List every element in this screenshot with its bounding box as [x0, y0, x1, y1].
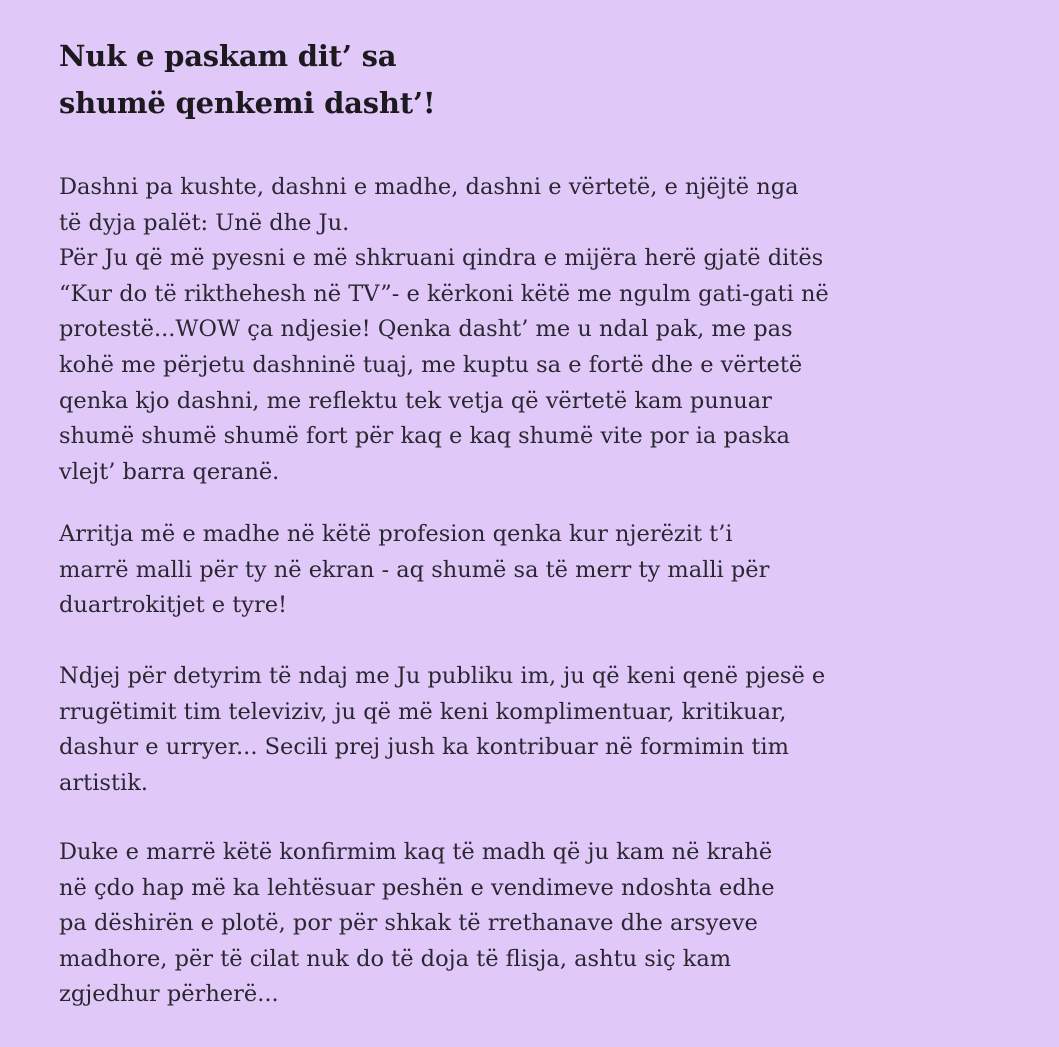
text-line: dashur e urryer... Secili prej jush ka kontribuar në formimin tim	[59, 734, 789, 761]
title-line: Nuk e paskam dit’ sa	[59, 39, 397, 73]
text-line: protestë...WOW ça ndjesie! Qenka dasht’ me u ndal pak, me pas	[59, 316, 793, 343]
paragraph-public	[59, 659, 825, 801]
paragraph-decision	[59, 835, 775, 1013]
text-line: madhore, për të cilat nuk do të doja të flisja, ashtu siç kam	[59, 945, 732, 972]
text-line: në çdo hap më ka lehtësuar peshën e vendimeve ndoshta edhe	[59, 874, 775, 901]
text-line: shumë shumë shumë fort për kaq e kaq shumë vite por ia paska	[59, 423, 790, 450]
paragraph-love-message	[59, 170, 829, 490]
text-line: Arritja më e madhe në këtë profesion qenka kur njerëzit t’i	[59, 521, 733, 547]
text-line: duartrokitjet e tyre!	[59, 592, 288, 619]
text-line: “Kur do të rikthehesh në TV”- e kërkoni këtë me ngulm gati-gati në	[59, 280, 829, 307]
text-line: Duke e marrë këtë konfirmim kaq të madh që ju kam në krahë	[59, 839, 773, 865]
paragraph-achievement	[59, 517, 769, 624]
text-line: Ndjej për detyrim të ndaj me Ju publiku im, ju që keni qenë pjesë e	[59, 663, 826, 689]
text-line: pa dëshirën e plotë, por për shkak të rrethanave dhe arsyeve	[59, 910, 758, 937]
text-line: të dyja palët: Unë dhe Ju.	[59, 209, 350, 236]
text-line: qenka kjo dashni, me reflektu tek vetja që vërtetë kam punuar	[59, 387, 772, 414]
text-line: Për Ju që më pyesni e më shkruani qindra e mijëra herë gjatë ditës	[59, 245, 824, 272]
page-title	[59, 33, 435, 127]
title-line: shumë qenkemi dasht’!	[59, 86, 436, 120]
text-line: rrugëtimit tim televiziv, ju që më keni komplimentuar, kritikuar,	[59, 698, 787, 725]
text-line: artistik.	[59, 769, 148, 796]
text-line: zgjedhur përherë...	[59, 981, 279, 1008]
text-line: kohë me përjetu dashninë tuaj, me kuptu sa e fortë dhe e vërtetë	[59, 351, 803, 378]
text-line: Dashni pa kushte, dashni e madhe, dashni e vërtetë, e njëjtë nga	[59, 174, 799, 200]
text-line: marrë malli për ty në ekran - aq shumë sa të merr ty malli për	[59, 556, 770, 583]
text-line: vlejt’ barra qeranë.	[59, 458, 280, 485]
